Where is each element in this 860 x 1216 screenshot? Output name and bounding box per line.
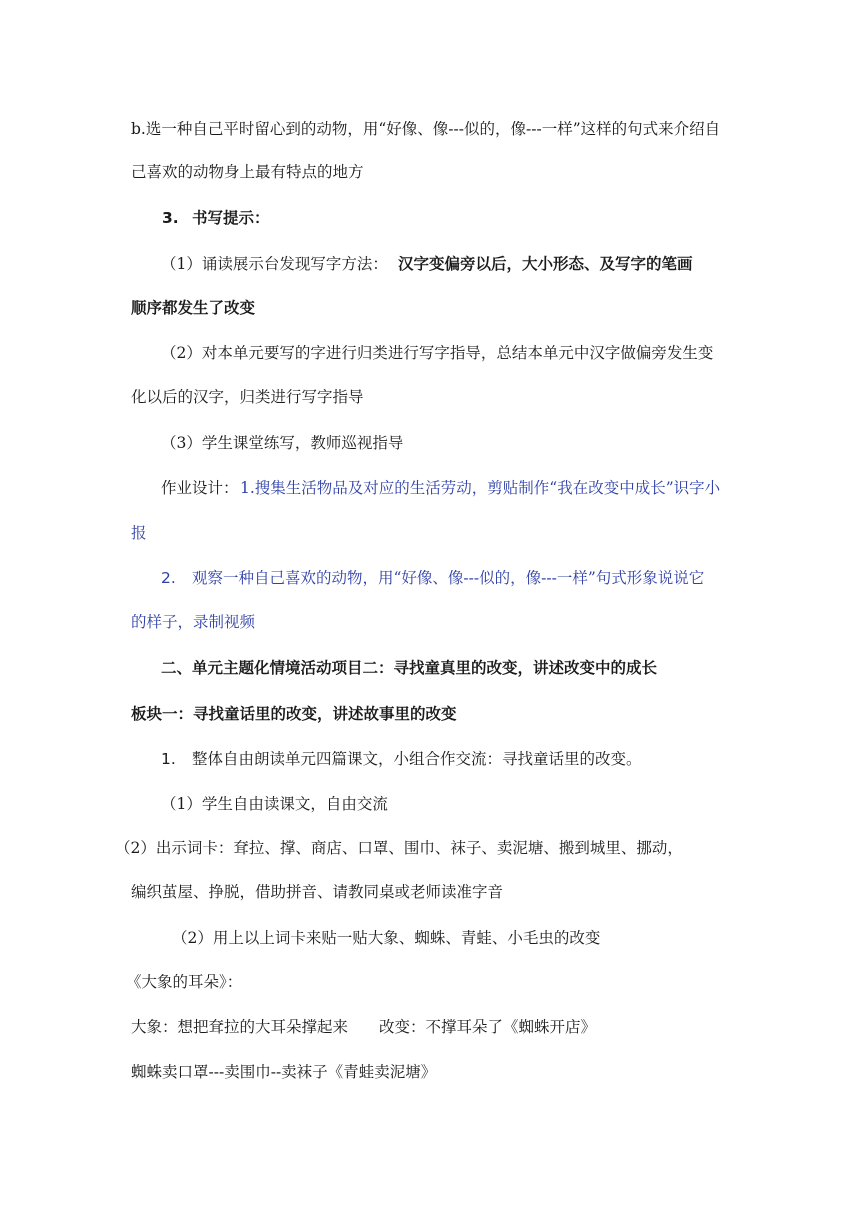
paragraph-line: （1）学生自由读课文，自由交流 xyxy=(161,795,388,813)
paragraph-line: （3）学生课堂练写，教师巡视指导 xyxy=(161,434,404,452)
homework-item: 报 xyxy=(131,524,147,542)
paragraph-line: 《大象的耳朵》： xyxy=(126,973,243,991)
paragraph-line: （2）对本单元要写的字进行归类进行写字指导，总结本单元中汉字做偏旁发生变 xyxy=(161,344,714,362)
homework-item: 观察一种自己喜欢的动物，用“好像、像---似的，像---一样”句式形象说说它 xyxy=(192,569,705,587)
section-heading: 二、单元主题化情境活动项目二：寻找童真里的改变，讲述改变中的成长 xyxy=(161,658,658,677)
paragraph-line: 化以后的汉字，归类进行写字指导 xyxy=(131,388,364,406)
paragraph-line: 整体自由朗读单元四篇课文，小组合作交流：寻找童话里的改变。 xyxy=(192,750,642,768)
section-heading: 板块一：寻找童话里的改变，讲述故事里的改变 xyxy=(131,704,457,723)
paragraph-line: 改变：不撑耳朵了《蜘蛛开店》 xyxy=(379,1018,597,1036)
paragraph-line: （1）诵读展示台发现写字方法： xyxy=(161,255,388,273)
section-heading: 书写提示： xyxy=(192,208,270,227)
emphasis-text: 汉字变偏旁以后，大小形态、及写字的笔画 xyxy=(398,254,693,273)
paragraph-line: 己喜欢的动物身上最有特点的地方 xyxy=(131,163,364,181)
homework-label: 作业设计： xyxy=(161,479,239,497)
homework-item: 1.搜集生活物品及对应的生活劳动，剪贴制作“我在改变中成长”识字小 xyxy=(240,479,721,497)
homework-item: 的样子，录制视频 xyxy=(131,613,256,631)
paragraph-line: 编织茧屋、挣脱，借助拼音、请教同桌或老师读准字音 xyxy=(131,883,504,901)
paragraph-line: （2）用上以上词卡来贴一贴大象、蜘蛛、青蛙、小毛虫的改变 xyxy=(172,929,601,947)
paragraph-line: b.选一种自己平时留心到的动物，用“好像、像---似的，像---一样”这样的句式来介绍自 xyxy=(131,120,721,138)
paragraph-line: 大象：想把耷拉的大耳朵撑起来 xyxy=(131,1018,349,1036)
emphasis-text: 顺序都发生了改变 xyxy=(131,298,256,317)
paragraph-line: 蜘蛛卖口罩---卖围巾--卖袜子《青蛙卖泥塘》 xyxy=(131,1063,437,1081)
list-number: 1. xyxy=(161,750,176,768)
list-number: 3. xyxy=(162,209,179,227)
list-number: 2. xyxy=(161,569,176,587)
paragraph-line: （2）出示词卡：耷拉、撑、商店、口罩、围巾、袜子、卖泥塘、搬到城里、挪动， xyxy=(115,839,683,857)
